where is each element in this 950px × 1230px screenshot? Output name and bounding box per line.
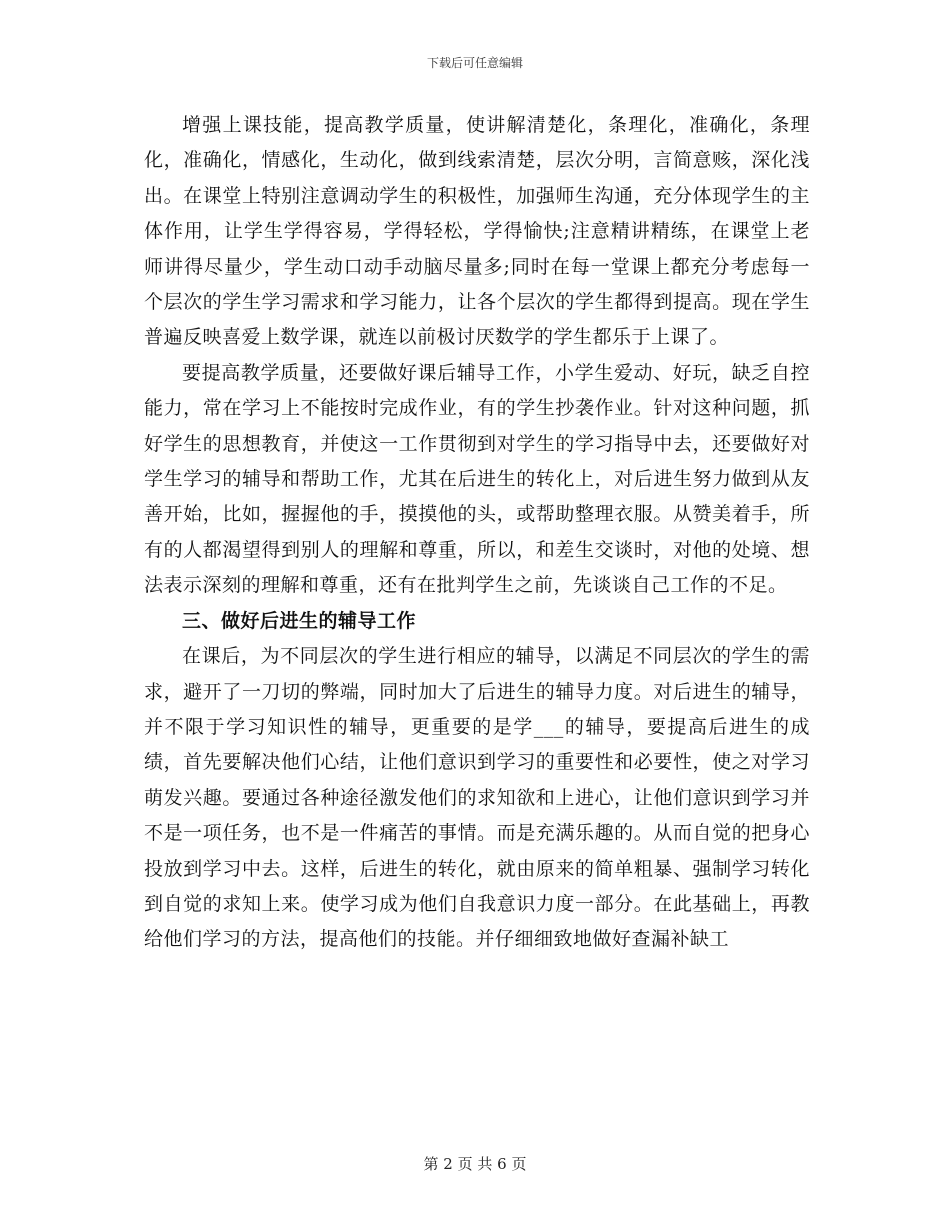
body-paragraph-2: 要提高教学质量，还要做好课后辅导工作，小学生爱动、好玩，缺乏自控能力，常在学习上不能按时完成作业，有的学生抄袭作业。针对这种问题，抓好学生的思想教育，并使这一工作贯彻到对学生的学习指导中去，还要做好对学生学习的辅导和帮助工作，尤其在后进生的转化上，对后进生努力做到从友善开始，比如，握握他的手，摸摸他的头，或帮助整理衣服。从赞美着手，所有的人都渴望得到别人的理解和尊重，所以，和差生交谈时，对他的处境、想法表示深刻的理解和尊重，还有在批判学生之前，先谈谈自己工作的不足。 <box>144 361 810 597</box>
body-paragraph-1: 增强上课技能，提高教学质量，使讲解清楚化，条理化，准确化，条理化，准确化，情感化，生动化，做到线索清楚，层次分明，言简意赅，深化浅出。在课堂上特别注意调动学生的积极性，加强师生沟通，充分体现学生的主体作用，让学生学得容易，学得轻松，学得愉快;注意精讲精练，在课堂上老师讲得尽量少，学生动口动手动脑尽量多;同时在每一堂课上都充分考虑每一个层次的学生学习需求和学习能力，让各个层次的学生都得到提高。现在学生普遍反映喜爱上数学课，就连以前极讨厌数学的学生都乐于上课了。 <box>144 114 810 349</box>
page-number-footer: 第 2 页 共 6 页 <box>423 1155 527 1173</box>
body-paragraph-3: 在课后，为不同层次的学生进行相应的辅导，以满足不同层次的学生的需求，避开了一刀切的弊端，同时加大了后进生的辅导力度。对后进生的辅导，并不限于学习知识性的辅导，更重要的是学___的辅导，要提高后进生的成绩，首先要解决他们心结，让他们意识到学习的重要性和必要性，使之对学习萌发兴趣。要通过各种途径激发他们的求知欲和上进心，让他们意识到学习并不是一项任务，也不是一件痛苦的事情。而是充满乐趣的。从而自觉的把身心投放到学习中去。这样，后进生的转化，就由原来的简单粗暴、强制学习转化到自觉的求知上来。使学习成为他们自我意识力度一部分。在此基础上，再教给他们学习的方法，提高他们的技能。并仔细细致地做好查漏补缺工 <box>144 645 810 951</box>
section-heading-3: 三、做好后进生的辅导工作 <box>182 609 417 632</box>
page-header-note: 下载后可任意编辑 <box>426 56 523 70</box>
document-body <box>144 108 810 958</box>
